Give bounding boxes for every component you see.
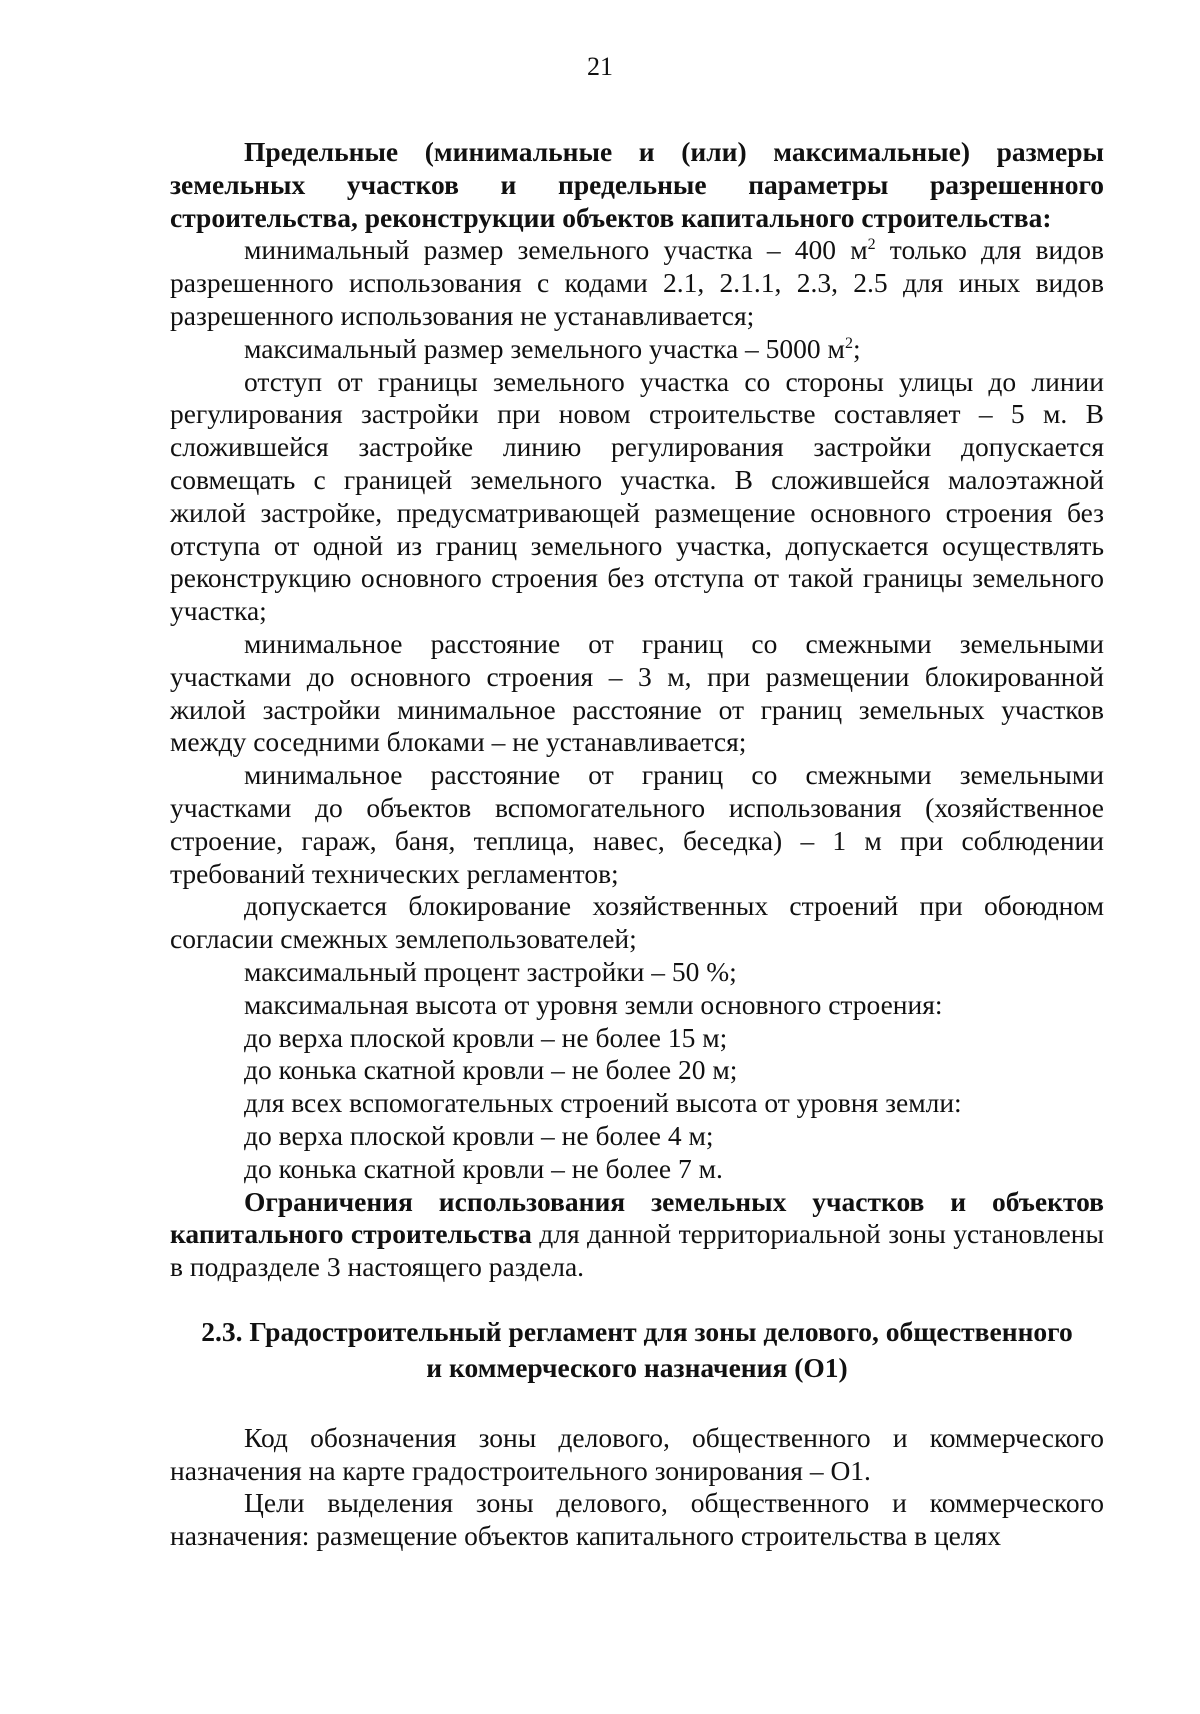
min-distance-aux-paragraph: минимальное расстояние от границ со смежными земельными участками до объектов вспомогательного использования (хозяйственное строение, гараж, баня, теплица, навес, беседка) – 1 м при соблюдении требований технических регламентов; xyxy=(170,759,1104,889)
aux-height-paragraph: для всех вспомогательных строений высота от уровня земли: xyxy=(244,1087,962,1119)
min-size-text-rest: только для видов разрешенного использования с кодами 2.1, 2.1.1, 2.3, 2.5 для иных видов разрешенного использования не устанавливается; xyxy=(170,234,1104,331)
restrictions-bold-text: Ограничения использования земельных участков и объектов капитального строительства xyxy=(170,1185,1104,1250)
limits-title-punct: : xyxy=(1042,201,1052,233)
limits-title-text: Предельные (минимальные и (или) максимальные) размеры земельных участков и предельные параметры разрешенного строительства, реконструкции объектов капитального строительства xyxy=(170,136,1104,233)
document-body xyxy=(170,136,1104,1553)
max-size-text: максимальный размер земельного участка – 5000 м xyxy=(244,332,845,364)
flat-roof-main-paragraph: до верха плоской кровли – не более 15 м; xyxy=(244,1021,728,1053)
flat-roof-aux-paragraph: до верха плоской кровли – не более 4 м; xyxy=(244,1119,714,1151)
zone-code-paragraph: Код обозначения зоны делового, общественного и коммерческого назначения на карте градостроительного зонирования – О1. xyxy=(170,1421,1104,1486)
max-size-superscript: 2 xyxy=(844,334,853,352)
min-size-text: минимальный размер земельного участка – 400 м xyxy=(244,234,868,266)
restrictions-text: для данной территориальной зоны установлены в подразделе 3 настоящего раздела. xyxy=(170,1218,1104,1283)
setback-paragraph: отступ от границы земельного участка со стороны улицы до линии регулирования застройки при новом строительстве составляет – 5 м. В сложившейся застройке линию регулирования застройки допускается совмещать с границей земельного участка. В сложившейся малоэтажной жилой застройке, предусматривающей размещение основного строения без отступа от одной из границ земельного участка, допускается осуществлять реконструкцию основного строения без отступа от такой границы земельного участка; xyxy=(170,365,1104,627)
min-size-paragraph xyxy=(170,234,1104,332)
min-size-superscript: 2 xyxy=(867,236,876,254)
blocking-paragraph: допускается блокирование хозяйственных строений при обоюдном согласии смежных землепользователей; xyxy=(170,890,1104,955)
zone-goals-paragraph: Цели выделения зоны делового, общественного и коммерческого назначения: размещение объектов капитального строительства в целях xyxy=(170,1487,1104,1552)
max-size-text-rest: ; xyxy=(852,332,861,364)
max-size-paragraph xyxy=(170,333,1104,366)
limits-title xyxy=(170,136,1104,234)
section-heading xyxy=(170,1314,1104,1386)
pitched-roof-main-paragraph: до конька скатной кровли – не более 20 м; xyxy=(244,1054,738,1086)
min-distance-main-paragraph: минимальное расстояние от границ со смежными земельными участками до основного строения – 3 м, при размещении блокированной жилой застройки минимальное расстояние от границ земельных участков между соседними блоками – не устанавливается; xyxy=(170,627,1104,758)
section-heading-line2: и коммерческого назначения (О1) xyxy=(426,1351,848,1383)
section-heading-line1: 2.3. Градостроительный регламент для зоны делового, общественного xyxy=(201,1315,1073,1347)
restrictions-paragraph xyxy=(170,1186,1104,1284)
max-height-main-paragraph: максимальная высота от уровня земли основного строения: xyxy=(244,988,943,1020)
pitched-roof-aux-paragraph: до конька скатной кровли – не более 7 м. xyxy=(244,1152,723,1184)
max-coverage-paragraph: максимальный процент застройки – 50 %; xyxy=(244,955,737,987)
page-number: 21 xyxy=(587,52,613,81)
